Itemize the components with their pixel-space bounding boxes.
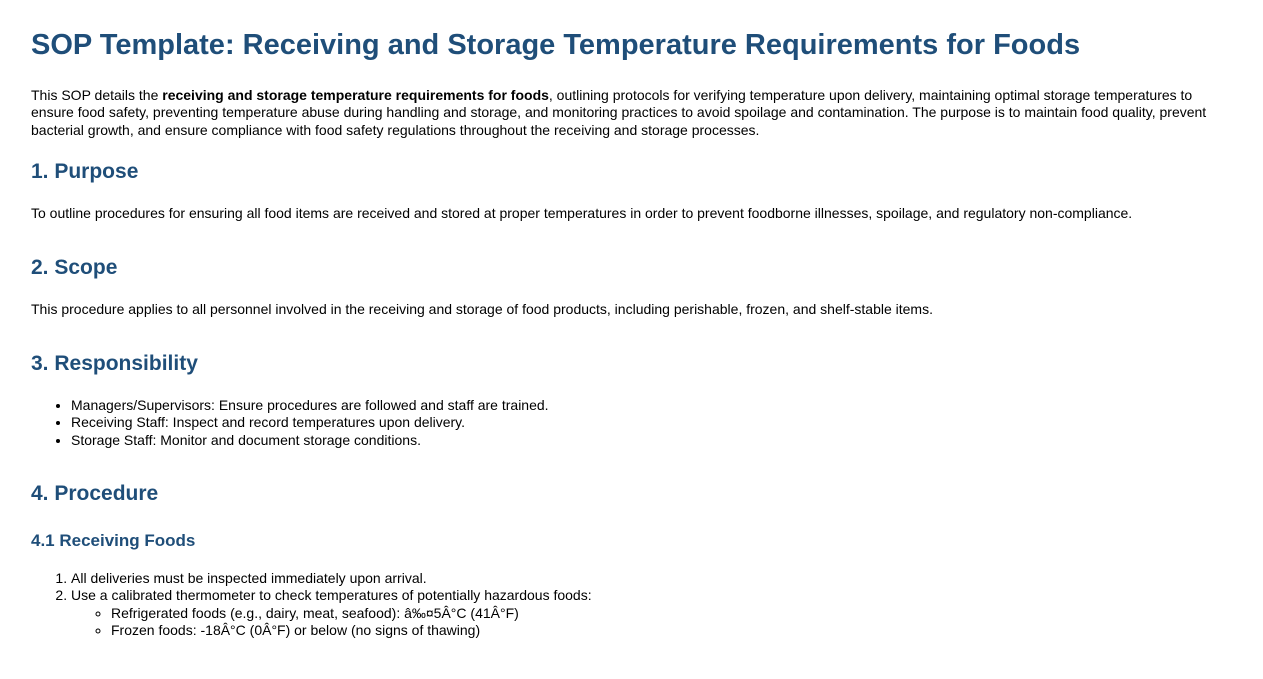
- list-item: ◦ Refrigerated foods (e.g., dairy, meat, seafood): â‰¤5Â°C (41Â°F): [111, 605, 1232, 623]
- scope-paragraph: This procedure applies to all personnel involved in the receiving and storage of food products, including perishable, frozen, and shelf-stable items.: [31, 301, 933, 318]
- section-responsibility: [31, 351, 1232, 450]
- list-item: ◦ Frozen foods: -18Â°C (0Â°F) or below (no signs of thawing): [111, 622, 1232, 640]
- list-item: 1. All deliveries must be inspected immediately upon arrival.: [71, 570, 1232, 588]
- responsibility-bullet-list: [31, 397, 1232, 450]
- intro-paragraph: [31, 87, 1232, 140]
- list-item: • Receiving Staff: Inspect and record temperatures upon delivery.: [71, 414, 1232, 432]
- procedure-heading: 4. Procedure: [31, 482, 159, 506]
- list-item: • Managers/Supervisors: Ensure procedures are followed and staff are trained.: [71, 397, 1232, 415]
- intro-text-after-bold: , outlining protocols for verifying temperature upon delivery, maintaining optimal storage temperatures to ensure food safety, preventing temperature abuse during handling and storage, and monitoring practices to avoid spoilage and contamination. The purpose is to maintain food quality, prevent bacterial growth, and ensure compliance with food safety regulations throughout the receiving and storage processes.: [31, 86, 1207, 138]
- section-scope: [31, 255, 1232, 319]
- step-text: Use a calibrated thermometer to check temperatures of potentially hazardous foods:: [71, 587, 592, 604]
- receiving-foods-step-list: [31, 570, 1232, 640]
- receiving-foods-subheading: 4.1 Receiving Foods: [31, 530, 196, 550]
- intro-bold-phrase: receiving and storage temperature requirements for foods: [162, 86, 549, 103]
- hazardous-foods-sub-list: [71, 605, 1232, 640]
- responsibility-heading: 3. Responsibility: [31, 351, 198, 375]
- list-item: [71, 587, 1232, 640]
- section-procedure: [31, 481, 1232, 640]
- purpose-paragraph: To outline procedures for ensuring all food items are received and stored at proper temperatures in order to prevent foodborne illnesses, spoilage, and regulatory non-compliance.: [31, 205, 1133, 222]
- page-title: SOP Template: Receiving and Storage Temperature Requirements for Foods: [31, 29, 1081, 61]
- list-item: • Storage Staff: Monitor and document storage conditions.: [71, 432, 1232, 450]
- purpose-heading: 1. Purpose: [31, 160, 139, 184]
- intro-text-before-bold: This SOP details the: [31, 86, 163, 103]
- scope-heading: 2. Scope: [31, 255, 118, 279]
- sop-document: [31, 28, 1232, 640]
- section-purpose: [31, 159, 1232, 223]
